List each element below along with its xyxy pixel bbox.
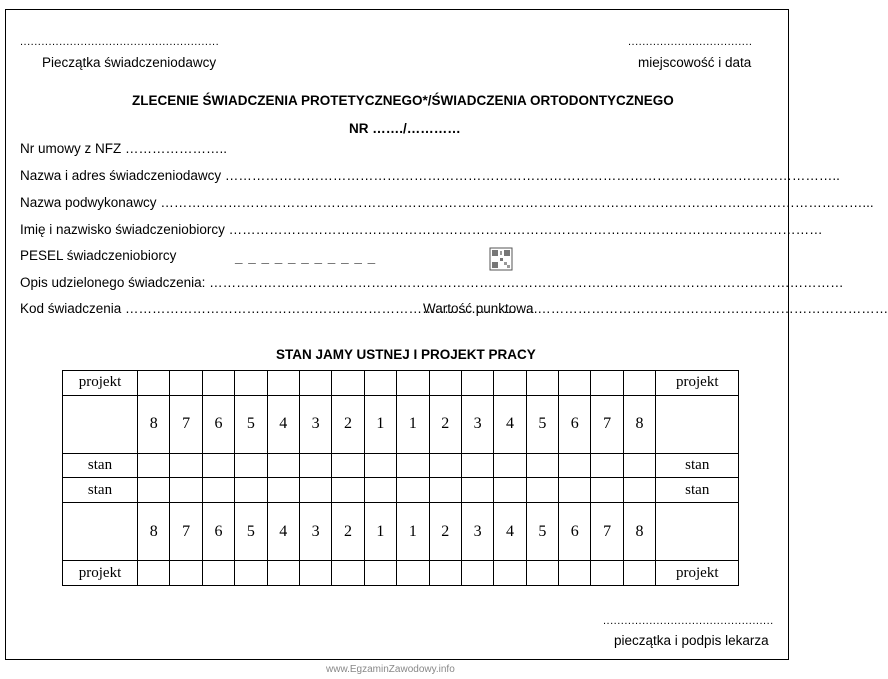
tooth-number: 1 — [364, 503, 396, 561]
provider-field[interactable]: Nazwa i adres świadczeniodawcy ……………………………………………………………………………………………………………………….. — [20, 168, 840, 183]
tooth-cell[interactable] — [299, 453, 331, 478]
order-number: NR ……./………… — [349, 121, 461, 136]
tooth-cell[interactable] — [235, 453, 267, 478]
row-label-left: projekt — [63, 371, 138, 396]
stamp-dots: ........................................................ — [20, 36, 220, 48]
tooth-number: 6 — [559, 395, 591, 453]
tooth-number: 4 — [267, 503, 299, 561]
tooth-cell[interactable] — [526, 371, 558, 396]
row-label-left: stan — [63, 478, 138, 503]
empty-cell — [656, 395, 739, 453]
tooth-number: 3 — [299, 503, 331, 561]
tooth-cell[interactable] — [591, 371, 623, 396]
tooth-number: 6 — [559, 503, 591, 561]
tooth-cell[interactable] — [170, 478, 202, 503]
place-date-dots: ................................... — [628, 36, 753, 48]
tooth-cell[interactable] — [429, 561, 461, 586]
tooth-number: 2 — [332, 395, 364, 453]
tooth-number: 8 — [623, 503, 655, 561]
tooth-cell[interactable] — [461, 371, 493, 396]
tooth-number: 7 — [170, 503, 202, 561]
row-label-left: stan — [63, 453, 138, 478]
row-label-right: projekt — [656, 371, 739, 396]
tooth-cell[interactable] — [235, 478, 267, 503]
tooth-cell[interactable] — [461, 561, 493, 586]
points-field[interactable]: Wartość punktowa …………………………………………………………………… — [423, 301, 888, 316]
row-label-right: projekt — [656, 561, 739, 586]
tooth-number: 6 — [202, 503, 234, 561]
tooth-cell[interactable] — [202, 453, 234, 478]
tooth-cell[interactable] — [559, 478, 591, 503]
tooth-cell[interactable] — [364, 371, 396, 396]
tooth-cell[interactable] — [591, 453, 623, 478]
tooth-cell[interactable] — [202, 561, 234, 586]
empty-cell — [656, 503, 739, 561]
tooth-cell[interactable] — [138, 371, 170, 396]
tooth-number: 3 — [299, 395, 331, 453]
subcontractor-field[interactable]: Nazwa podwykonawcy …………………………………………………………………………………………………………………………………………... — [20, 195, 874, 210]
tooth-cell[interactable] — [299, 561, 331, 586]
tooth-cell[interactable] — [332, 478, 364, 503]
tooth-cell[interactable] — [267, 371, 299, 396]
tooth-number: 6 — [202, 395, 234, 453]
tooth-cell[interactable] — [494, 453, 526, 478]
tooth-cell[interactable] — [364, 561, 396, 586]
projekt-row-lower — [63, 561, 739, 586]
tooth-number: 4 — [494, 503, 526, 561]
tooth-cell[interactable] — [494, 371, 526, 396]
tooth-cell[interactable] — [397, 561, 429, 586]
stamp-label: Pieczątka świadczeniodawcy — [42, 55, 217, 70]
tooth-cell[interactable] — [138, 561, 170, 586]
tooth-cell[interactable] — [623, 453, 655, 478]
stan-row-upper — [63, 453, 739, 478]
tooth-cell[interactable] — [170, 561, 202, 586]
tooth-number: 3 — [461, 395, 493, 453]
tooth-cell[interactable] — [267, 453, 299, 478]
tooth-cell[interactable] — [526, 561, 558, 586]
tooth-number: 3 — [461, 503, 493, 561]
tooth-cell[interactable] — [170, 453, 202, 478]
tooth-number: 7 — [170, 395, 202, 453]
contract-field[interactable]: Nr umowy z NFZ ………………….. — [20, 141, 228, 156]
tooth-cell[interactable] — [591, 478, 623, 503]
tooth-cell[interactable] — [494, 561, 526, 586]
tooth-number: 7 — [591, 395, 623, 453]
projekt-row — [63, 371, 739, 396]
watermark: www.EgzaminZawodowy.info — [326, 664, 455, 675]
empty-cell — [63, 395, 138, 453]
tooth-cell[interactable] — [364, 478, 396, 503]
tooth-cell[interactable] — [559, 561, 591, 586]
tooth-cell[interactable] — [332, 371, 364, 396]
tooth-cell[interactable] — [397, 478, 429, 503]
tooth-number: 4 — [494, 395, 526, 453]
tooth-number: 5 — [235, 395, 267, 453]
tooth-cell[interactable] — [623, 371, 655, 396]
tooth-number: 5 — [526, 503, 558, 561]
section-title: STAN JAMY USTNEJ I PROJEKT PRACY — [276, 347, 536, 362]
tooth-number: 8 — [138, 503, 170, 561]
empty-cell — [63, 503, 138, 561]
tooth-cell[interactable] — [138, 453, 170, 478]
tooth-cell[interactable] — [494, 478, 526, 503]
tooth-cell[interactable] — [332, 561, 364, 586]
tooth-cell[interactable] — [559, 371, 591, 396]
tooth-cell[interactable] — [332, 453, 364, 478]
tooth-cell[interactable] — [397, 371, 429, 396]
tooth-cell[interactable] — [559, 453, 591, 478]
tooth-cell[interactable] — [267, 561, 299, 586]
signature-label: pieczątka i podpis lekarza — [614, 633, 769, 648]
tooth-cell[interactable] — [429, 453, 461, 478]
tooth-cell[interactable] — [461, 478, 493, 503]
place-date-label: miejscowość i data — [638, 55, 752, 70]
tooth-cell[interactable] — [429, 371, 461, 396]
tooth-cell[interactable] — [591, 561, 623, 586]
tooth-number: 8 — [623, 395, 655, 453]
upper-teeth-row — [63, 395, 739, 453]
tooth-cell[interactable] — [526, 478, 558, 503]
tooth-number: 5 — [235, 503, 267, 561]
tooth-number: 2 — [429, 503, 461, 561]
row-label-right: stan — [656, 453, 739, 478]
form-title: ZLECENIE ŚWIADCZENIA PROTETYCZNEGO*/ŚWIADCZENIA ORTODONTYCZNEGO — [132, 93, 674, 108]
description-field[interactable]: Opis udzielonego świadczenia: …………………………………………………………………………………………………………………………… — [20, 275, 844, 290]
teeth-chart — [62, 370, 739, 586]
tooth-cell[interactable] — [235, 371, 267, 396]
tooth-cell[interactable] — [299, 371, 331, 396]
tooth-cell[interactable] — [202, 371, 234, 396]
row-label-left: projekt — [63, 561, 138, 586]
tooth-cell[interactable] — [299, 478, 331, 503]
tooth-cell[interactable] — [526, 453, 558, 478]
tooth-cell[interactable] — [170, 371, 202, 396]
tooth-cell[interactable] — [235, 561, 267, 586]
tooth-cell[interactable] — [364, 453, 396, 478]
tooth-number: 1 — [397, 395, 429, 453]
tooth-number: 1 — [364, 395, 396, 453]
tooth-number: 8 — [138, 395, 170, 453]
tooth-number: 7 — [591, 503, 623, 561]
tooth-number: 5 — [526, 395, 558, 453]
tooth-cell[interactable] — [397, 453, 429, 478]
pesel-field[interactable]: _ _ _ _ _ _ _ _ _ _ _ — [235, 250, 377, 265]
tooth-cell[interactable] — [461, 453, 493, 478]
tooth-cell[interactable] — [267, 478, 299, 503]
tooth-cell[interactable] — [429, 478, 461, 503]
code-field[interactable]: Kod świadczenia ……………………………………………………………………………….. — [20, 301, 538, 316]
qr-code-icon — [490, 248, 512, 270]
pesel-label: PESEL świadczeniobiorcy — [20, 248, 177, 263]
recipient-field[interactable]: Imię i nazwisko świadczeniobiorcy …………………………………………………………………………………………………………………… — [20, 222, 823, 237]
tooth-number: 4 — [267, 395, 299, 453]
stan-row-lower — [63, 478, 739, 503]
tooth-number: 2 — [429, 395, 461, 453]
tooth-cell[interactable] — [202, 478, 234, 503]
row-label-right: stan — [656, 478, 739, 503]
tooth-number: 2 — [332, 503, 364, 561]
tooth-cell[interactable] — [138, 478, 170, 503]
signature-dots: ................................................ — [603, 615, 774, 627]
tooth-number: 1 — [397, 503, 429, 561]
tooth-cell[interactable] — [623, 561, 655, 586]
lower-teeth-row — [63, 503, 739, 561]
tooth-cell[interactable] — [623, 478, 655, 503]
